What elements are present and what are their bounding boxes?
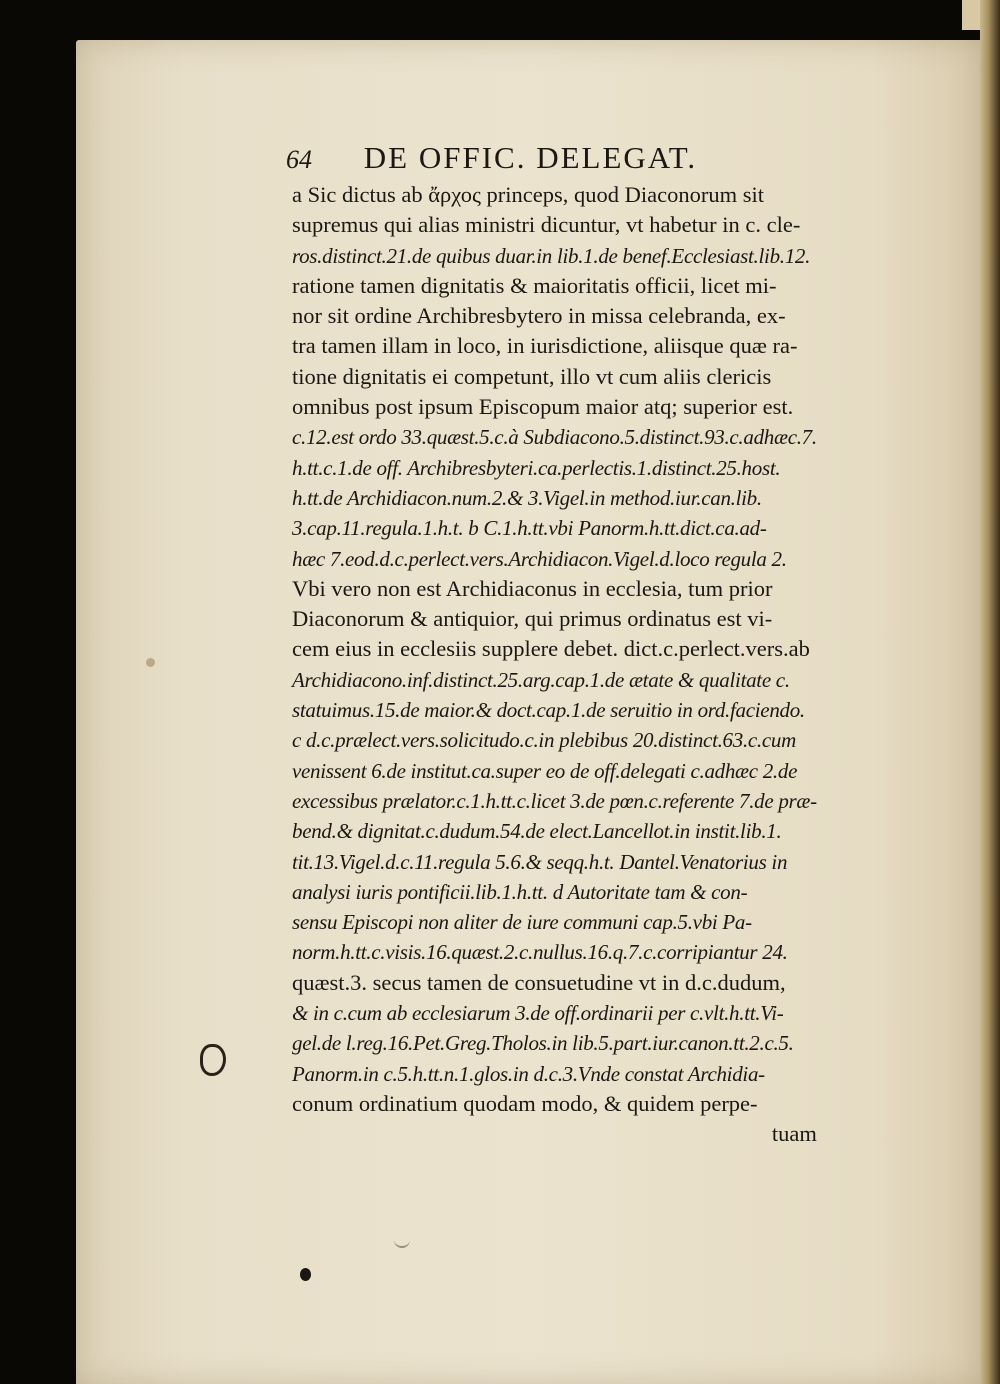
ink-blot: [300, 1268, 311, 1281]
text-line: conum ordinatium quodam modo, & quidem perpe-: [292, 1090, 758, 1116]
text-line: venissent 6.de institut.ca.super eo de off.delegati c.adhæc 2.de: [292, 758, 798, 783]
text-line: h.tt.de Archidiacon.num.2.& 3.Vigel.in method.iur.can.lib.: [292, 485, 762, 510]
text-line: tra tamen illam in loco, in iurisdictione, aliisque quæ ra-: [292, 333, 798, 359]
text-line: hæc 7.eod.d.c.perlect.vers.Archidiacon.Vigel.d.loco regula 2.: [292, 546, 787, 571]
text-line: excessibus prælator.c.1.h.tt.c.licet 3.de pœn.c.referente 7.de præ-: [292, 788, 817, 813]
text-line: ratione tamen dignitatis & maioritatis officii, licet mi-: [292, 272, 777, 298]
text-line: nor sit ordine Archibresbytero in missa celebranda, ex-: [292, 303, 786, 329]
text-line: tit.13.Vigel.d.c.11.regula 5.6.& seqq.h.t. Dantel.Venatorius in: [292, 849, 788, 874]
text-line: ros.distinct.21.de quibus duar.in lib.1.de benef.Ecclesiast.lib.12.: [292, 243, 811, 268]
catchword: tuam: [771, 1121, 817, 1147]
page-edge-tab: [962, 0, 980, 30]
text-line: Diaconorum & antiquior, qui primus ordinatus est vi-: [292, 606, 773, 632]
text-line: c d.c.prælect.vers.solicitudo.c.in plebibus 20.distinct.63.c.cum: [292, 728, 796, 753]
text-line: h.tt.c.1.de off. Archibresbyteri.ca.perlectis.1.distinct.25.host.: [292, 455, 781, 480]
text-line: bend.& dignitat.c.dudum.54.de elect.Lancellot.in instit.lib.1.: [292, 819, 782, 844]
binding-edge: [980, 0, 1000, 1384]
text-line: Archidiacono.inf.distinct.25.arg.cap.1.de ætate & qualitate c.: [292, 667, 790, 692]
page-number: 64: [286, 145, 312, 174]
text-line: analysi iuris pontificii.lib.1.h.tt. d Autoritate tam & con-: [292, 879, 748, 904]
text-line: 3.cap.11.regula.1.h.t. b C.1.h.tt.vbi Panorm.h.tt.dict.ca.ad-: [292, 516, 767, 541]
text-line: Vbi vero non est Archidiaconus in ecclesia, tum prior: [292, 575, 773, 601]
body-text: [292, 180, 817, 1150]
text-line: gel.de l.reg.16.Pet.Greg.Tholos.in lib.5.part.iur.canon.tt.2.c.5.: [292, 1031, 794, 1056]
text-line: a Sic dictus ab ἄρχος princeps, quod Diaconorum sit: [292, 182, 764, 207]
text-line: tione dignitatis ei competunt, illo vt cum aliis clericis: [292, 363, 772, 389]
text-line: c.12.est ordo 33.quæst.5.c.à Subdiacono.5.distinct.93.c.adhæc.7.: [292, 425, 817, 450]
text-line: & in c.cum ab ecclesiarum 3.de off.ordinarii per c.vlt.h.tt.Vi-: [292, 1001, 784, 1026]
text-line: cem eius in ecclesiis supplere debet. dict.c.perlect.vers.ab: [292, 636, 810, 662]
paper-spot: [146, 658, 155, 667]
text-line: norm.h.tt.c.visis.16.quæst.2.c.nullus.16.q.7.c.corripiantur 24.: [292, 940, 788, 965]
text-line: statuimus.15.de maior.& doct.cap.1.de seruitio in ord.faciendo.: [292, 698, 805, 723]
text-line: sensu Episcopi non aliter de iure communi cap.5.vbi Pa-: [292, 910, 752, 935]
text-line: quæst.3. secus tamen de consuetudine vt in d.c.dudum,: [292, 969, 786, 995]
text-line: Panorm.in c.5.h.tt.n.1.glos.in d.c.3.Vnde constat Archidia-: [292, 1061, 765, 1086]
text-line: omnibus post ipsum Episcopum maior atq; superior est.: [292, 394, 794, 420]
text-line: supremus qui alias ministri dicuntur, vt habetur in c. cle-: [292, 212, 801, 238]
running-title: DE OFFIC. DELEGAT.: [363, 140, 698, 175]
running-header: [286, 140, 697, 176]
